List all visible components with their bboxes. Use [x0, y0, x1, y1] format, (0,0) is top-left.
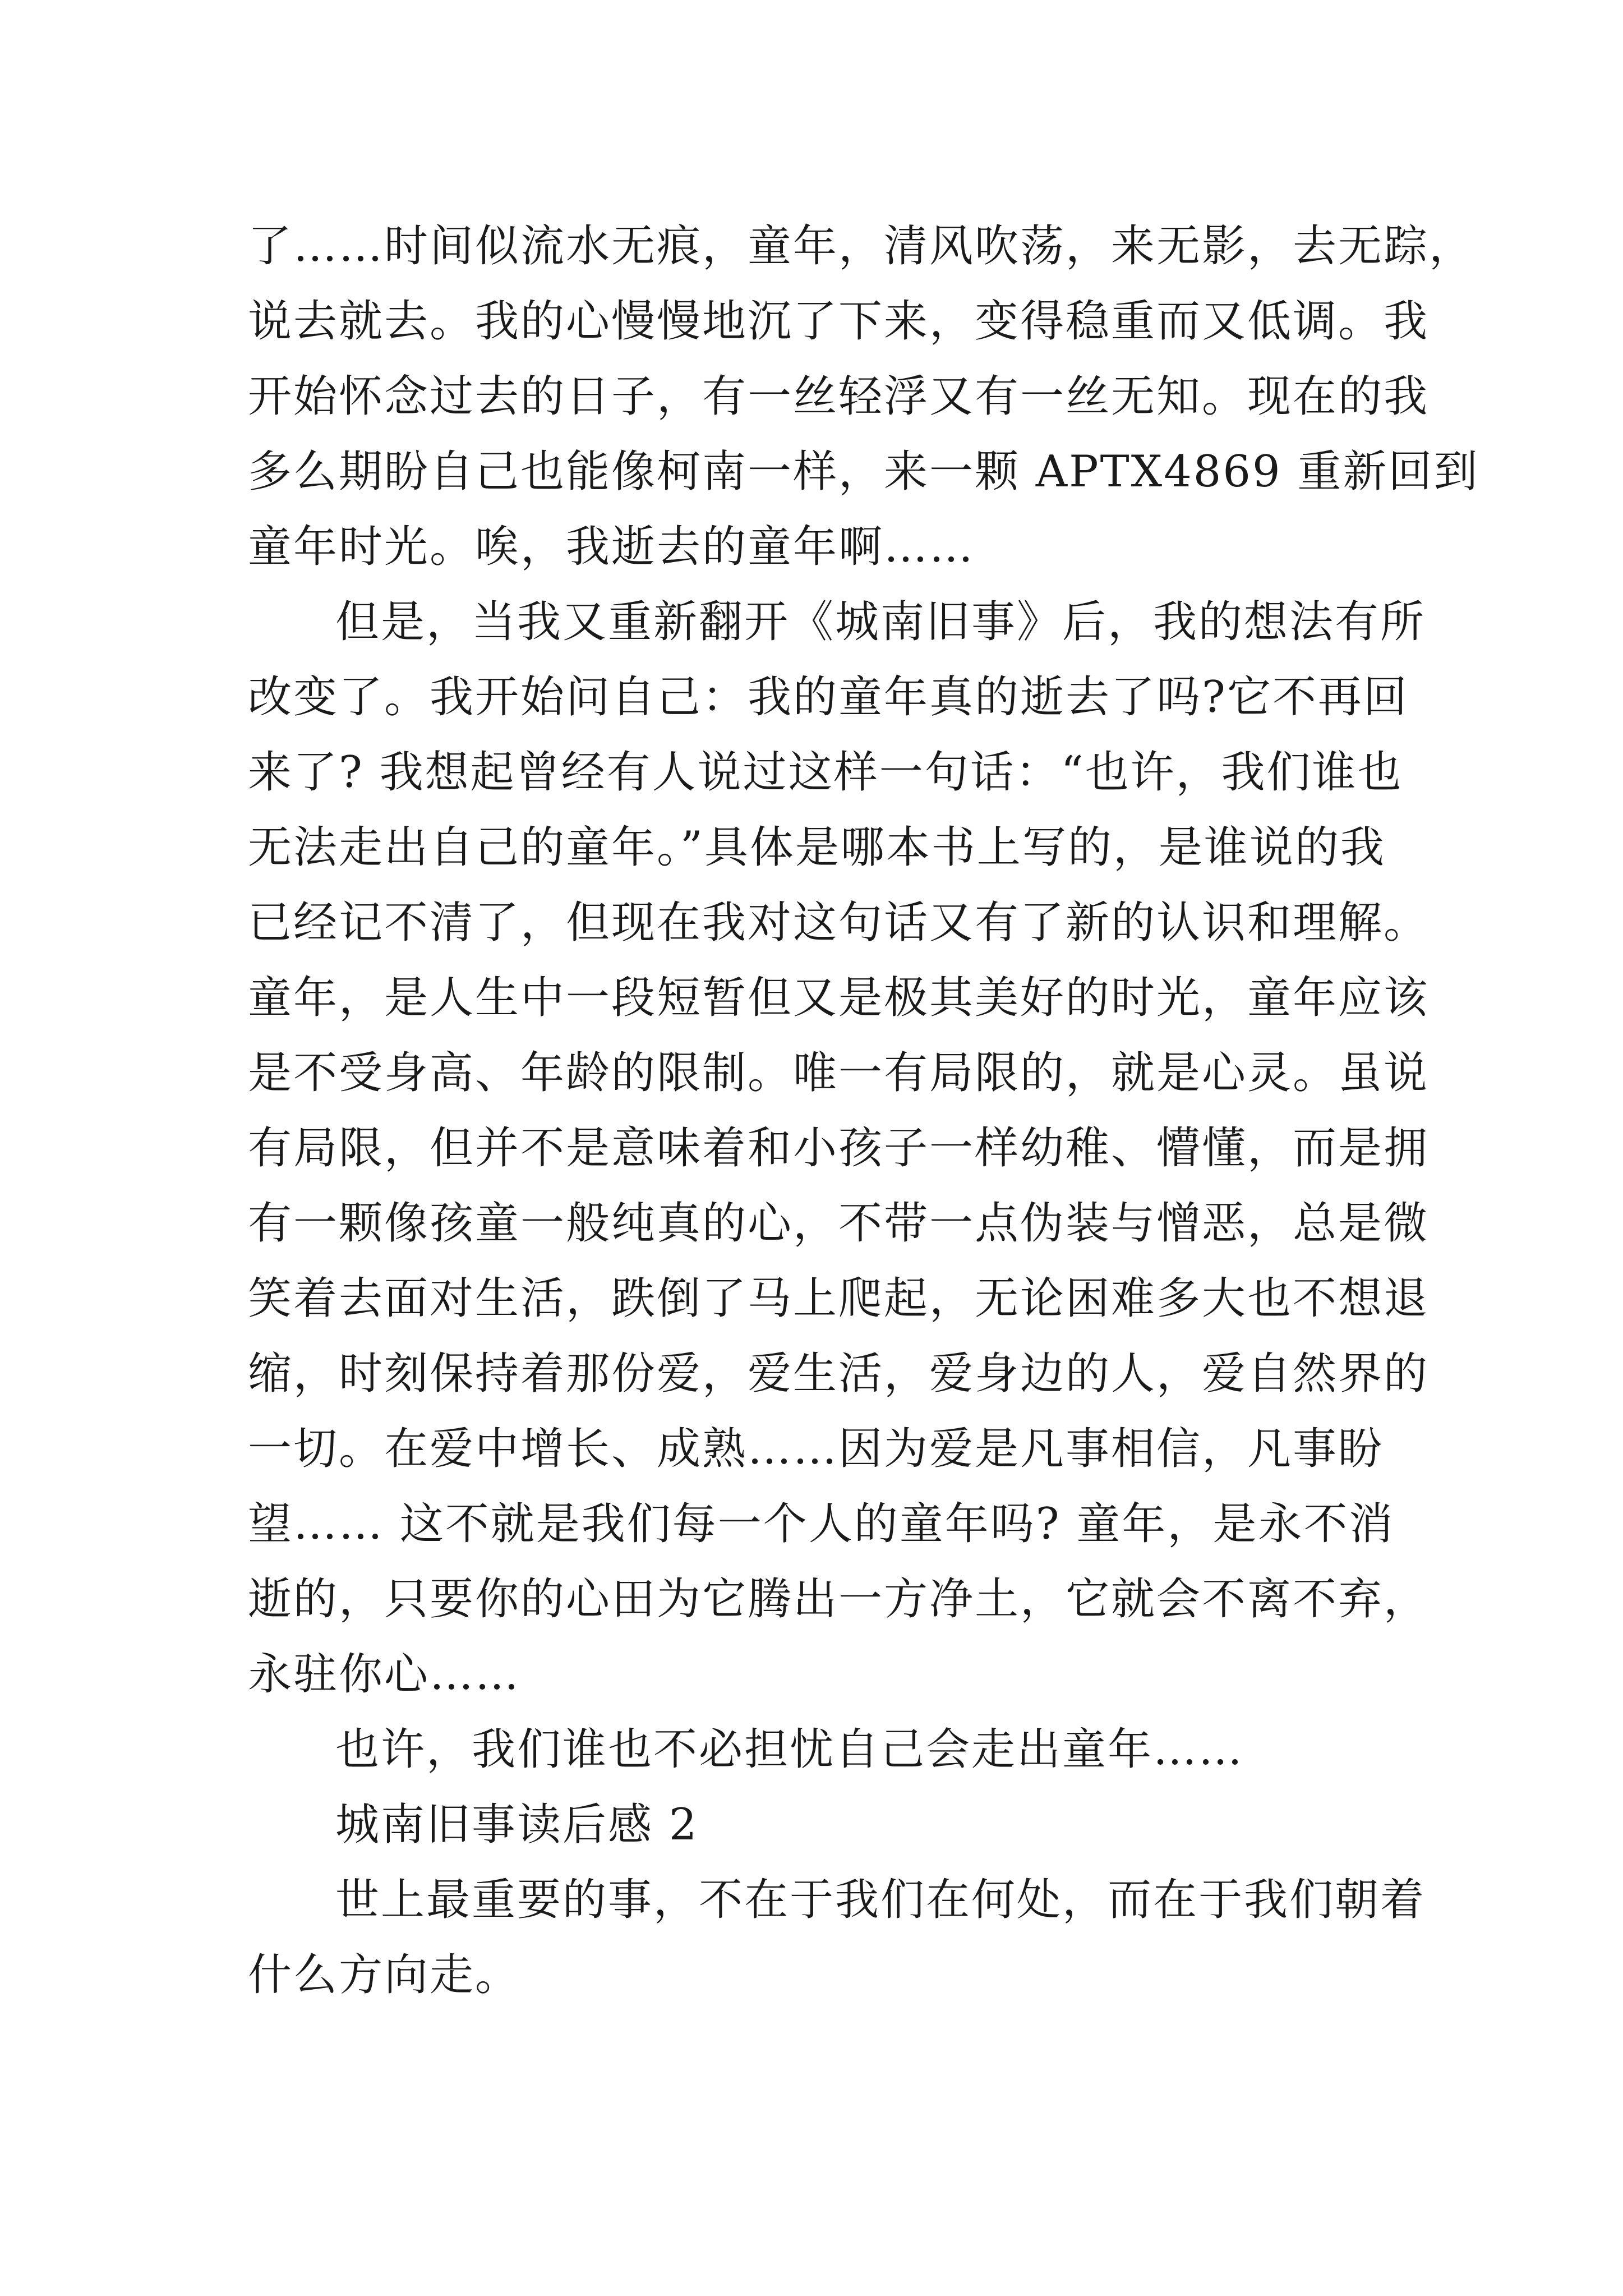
text-line: 无法走出自己的童年。”具体是哪本书上写的，是谁说的我: [248, 822, 1386, 873]
text-line: 已经记不清了，但现在我对这句话又有了新的认识和理解。: [248, 898, 1430, 948]
text-line: 有局限，但并不是意味着和小孩子一样幼稚、懵懂，而是拥: [248, 1123, 1430, 1174]
text-line: 多么期盼自己也能像柯南一样，来一颗 APTX4869 重新回到: [248, 447, 1479, 497]
text-line: 一切。在爱中增长、成熟……因为爱是凡事相信，凡事盼: [248, 1424, 1384, 1474]
text-line: 童年时光。唉，我逝去的童年啊……: [248, 522, 975, 572]
paragraph-first-line: 世上最重要的事，不在于我们在何处，而在于我们朝着: [335, 1875, 1426, 1925]
text-line: 说去就去。我的心慢慢地沉了下来，变得稳重而又低调。我: [248, 296, 1430, 347]
text-line: 望…… 这不就是我们每一个人的童年吗? 童年，是永不消: [248, 1499, 1395, 1549]
text-line: 童年，是人生中一段短暂但又是极其美好的时光，童年应该: [248, 973, 1430, 1023]
text-line: 是不受身高、年龄的限制。唯一有局限的，就是心灵。虽说: [248, 1048, 1430, 1098]
text-line: 逝的，只要你的心田为它腾出一方净土，它就会不离不弃，: [248, 1574, 1430, 1625]
text-line: 改变了。我开始问自己：我的童年真的逝去了吗?它不再回: [248, 672, 1409, 723]
paragraph-first-line: 也许，我们谁也不必担忧自己会走出童年……: [335, 1724, 1244, 1775]
document-body: [248, 209, 1479, 2013]
text-line: 来了? 我想起曾经有人说过这样一句话：“也许，我们谁也: [248, 747, 1403, 798]
text-line: 永驻你心……: [248, 1649, 521, 1700]
text-line: 了……时间似流水无痕，童年，清风吹荡，来无影，去无踪，: [248, 221, 1475, 272]
text-line: 开始怀念过去的日子，有一丝轻浮又有一丝无知。现在的我: [248, 371, 1430, 422]
text-line: 什么方向走。: [248, 1950, 521, 2000]
text-line: 有一颗像孩童一般纯真的心，不带一点伪装与憎恶，总是微: [248, 1198, 1430, 1249]
text-line: 缩，时刻保持着那份爱，爱生活，爱身边的人，爱自然界的: [248, 1349, 1430, 1399]
text-line: 笑着去面对生活，跌倒了马上爬起，无论困难多大也不想退: [248, 1273, 1430, 1324]
paragraph-first-line: 但是，当我又重新翻开《城南旧事》后，我的想法有所: [335, 597, 1426, 647]
section-heading: 城南旧事读后感 2: [335, 1800, 699, 1850]
